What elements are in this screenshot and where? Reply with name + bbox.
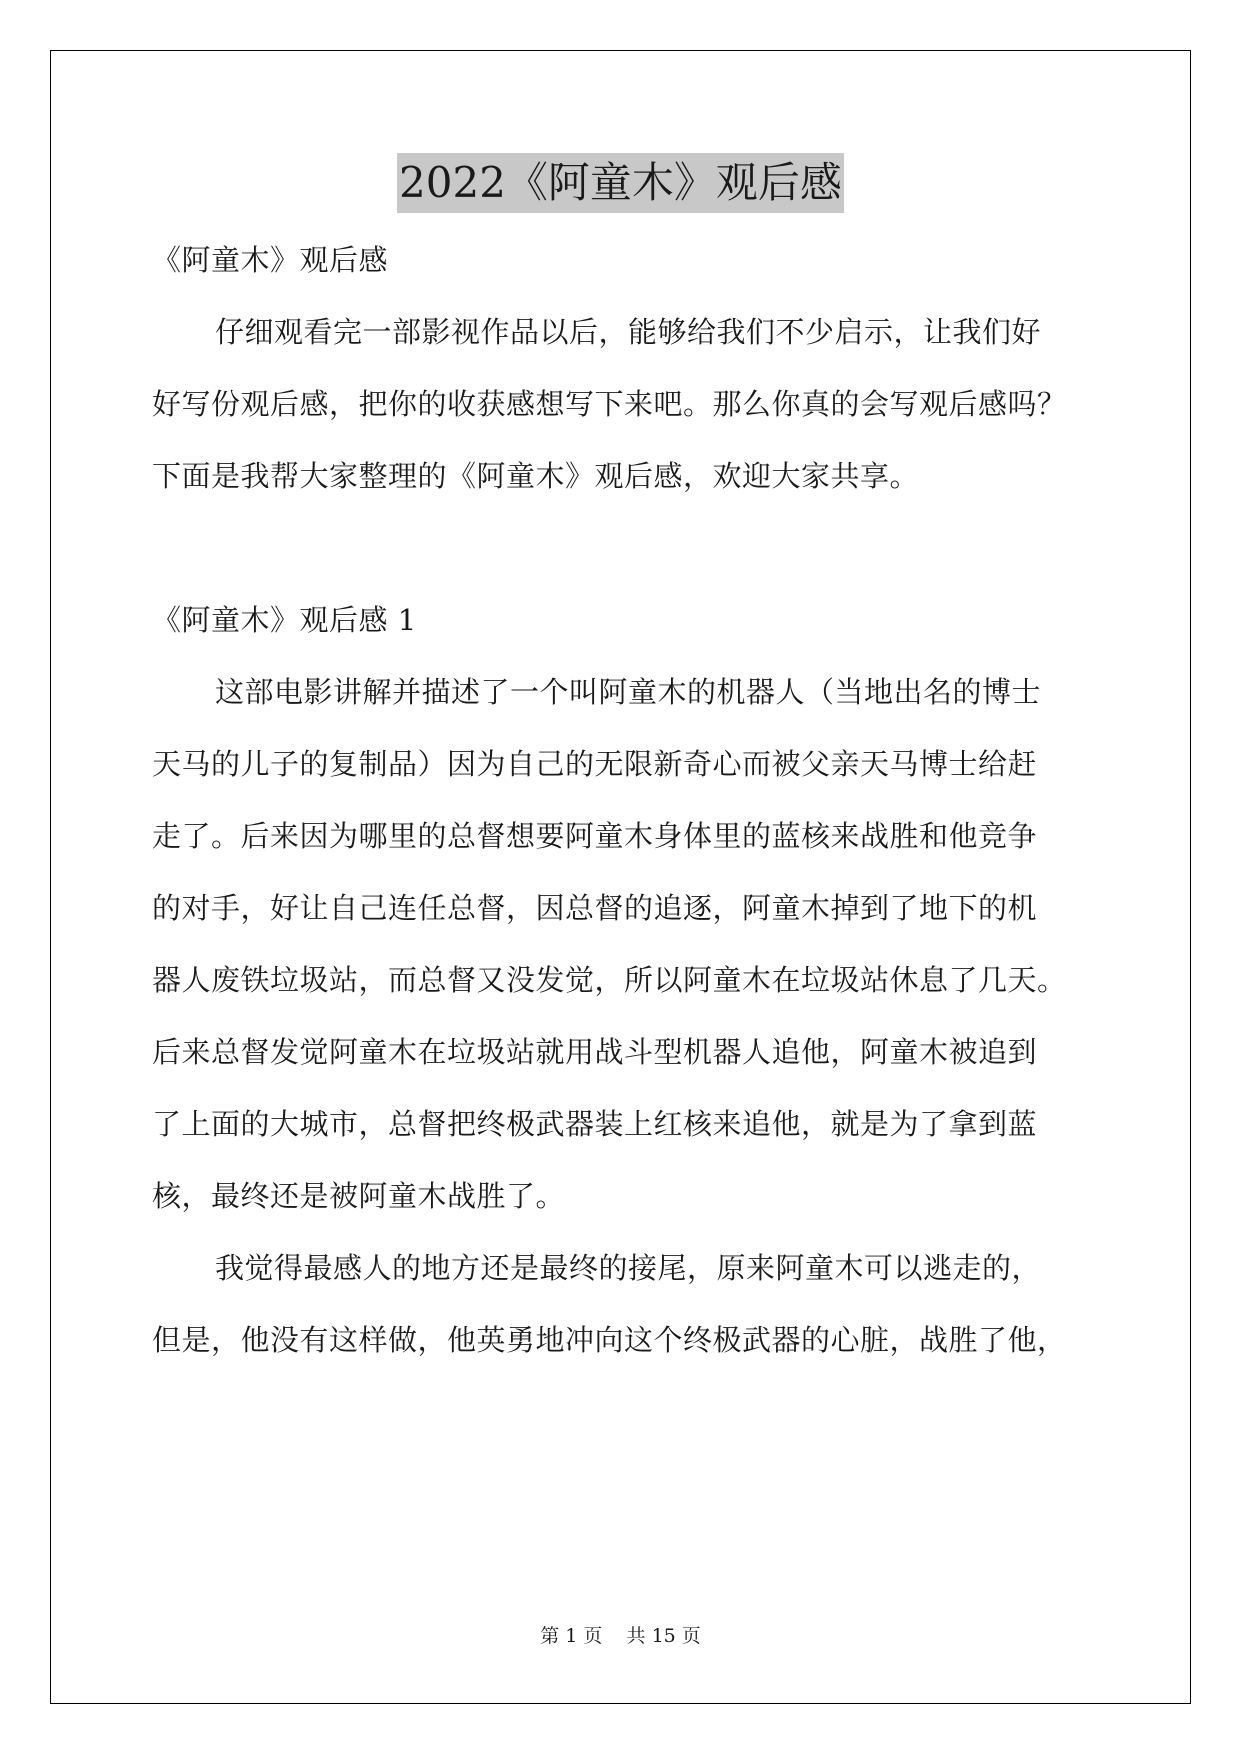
page-total: 共 15 页 xyxy=(626,1625,701,1647)
paragraph1-line-1: 这部电影讲解并描述了一个叫阿童木的机器人（当地出名的博士 xyxy=(215,675,1042,709)
paragraph1-line-6: 后来总督发觉阿童木在垃圾站就用战斗型机器人追他，阿童木被追到 xyxy=(152,1035,1038,1069)
intro-line-3: 下面是我帮大家整理的《阿童木》观后感，欢迎大家共享。 xyxy=(152,459,920,493)
paragraph1-line-7: 了上面的大城市，总督把终极武器装上红核来追他，就是为了拿到蓝 xyxy=(152,1107,1038,1141)
section-heading: 《阿童木》观后感 1 xyxy=(152,603,417,637)
paragraph2-line-2: 但是，他没有这样做，他英勇地冲向这个终极武器的心脏，战胜了他， xyxy=(152,1323,1067,1357)
paragraph1-line-2: 天马的儿子的复制品）因为自己的无限新奇心而被父亲天马博士给赶 xyxy=(152,747,1038,781)
page-number: 第 1 页 xyxy=(540,1625,603,1647)
paragraph1-line-4: 的对手，好让自己连任总督，因总督的追逐，阿童木掉到了地下的机 xyxy=(152,891,1038,925)
subtitle: 《阿童木》观后感 xyxy=(152,243,389,277)
intro-line-2: 好写份观后感，把你的收获感想写下来吧。那么你真的会写观后感吗？ xyxy=(152,387,1067,421)
page-footer xyxy=(0,1624,1241,1648)
title-container xyxy=(0,153,1241,213)
intro-line-1: 仔细观看完一部影视作品以后，能够给我们不少启示，让我们好 xyxy=(215,315,1042,349)
page-title: 2022《阿童木》观后感 xyxy=(397,153,844,213)
paragraph1-line-3: 走了。后来因为哪里的总督想要阿童木身体里的蓝核来战胜和他竞争 xyxy=(152,819,1038,853)
paragraph1-line-8: 核，最终还是被阿童木战胜了。 xyxy=(152,1179,566,1213)
paragraph2-line-1: 我觉得最感人的地方还是最终的接尾，原来阿童木可以逃走的， xyxy=(215,1251,1042,1285)
paragraph1-line-5: 器人废铁垃圾站，而总督又没发觉，所以阿童木在垃圾站休息了几天。 xyxy=(152,963,1067,997)
page-border xyxy=(50,50,1191,1704)
